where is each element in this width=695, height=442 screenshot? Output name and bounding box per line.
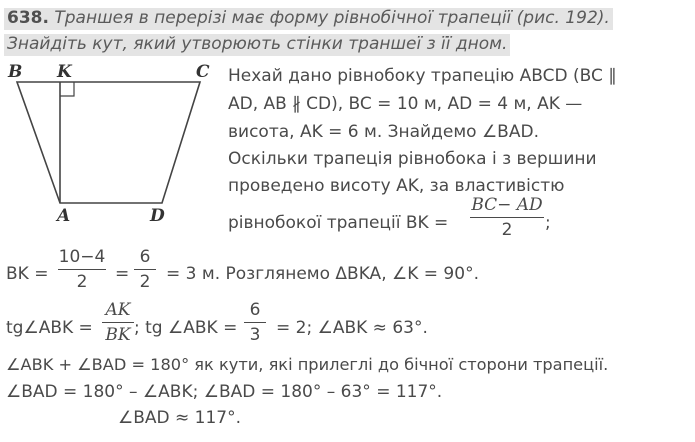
solution-line-10: ∠BAD = 180° – ∠ABK; ∠BAD = 180° – 63° = 117°.	[6, 382, 443, 402]
solution-line-11: ∠BAD ≈ 117°.	[118, 408, 242, 428]
fraction-ak-numerator: AK	[105, 300, 131, 320]
fraction-bk-formula	[470, 195, 544, 240]
fraction-bar	[244, 322, 266, 323]
problem-line-1	[4, 8, 613, 28]
fraction-bk-denominator-2: BK	[105, 325, 131, 345]
solution-line-8-mid: ; tg ∠ABK =	[134, 318, 238, 338]
solution-line-1: Нехай дано рівнобоку трапецію ABCD (BC ∥	[228, 66, 617, 86]
fraction-6-2-denominator: 2	[139, 272, 151, 292]
fraction-6-3-numerator: 6	[249, 300, 261, 320]
solution-line-5: проведено висоту AK, за властивістю	[228, 176, 565, 196]
solution-line-8-post: = 2; ∠ABK ≈ 63°.	[276, 318, 428, 338]
trapezoid-figure	[0, 60, 220, 230]
solution-line-9: ∠ABK + ∠BAD = 180° як кути, які прилеглі до бічної сторони трапеції.	[6, 355, 609, 374]
solution-line-8-pre: tg∠ABK =	[6, 318, 93, 338]
label-a: A	[57, 206, 71, 226]
solution-line-2: AD, AB ∦ CD), BC = 10 м, AD = 4 м, AK —	[228, 94, 583, 114]
label-k: K	[57, 62, 72, 82]
fraction-ak-bk	[102, 300, 134, 345]
fraction-6-3-denominator: 3	[249, 325, 261, 345]
fraction-10-4-numerator: 10−4	[58, 247, 106, 267]
solution-line-4: Оскільки трапеція рівнобока і з вершини	[228, 149, 597, 169]
problem-text-1: Траншея в перерізі має форму рівнобічної трапеції (рис. 192).	[54, 8, 610, 28]
fraction-bar	[134, 269, 156, 270]
problem-number: 638.	[7, 8, 49, 28]
problem-line-2	[4, 34, 510, 54]
fraction-bar	[470, 217, 544, 218]
solution-line-7-eq: =	[115, 264, 130, 284]
solution-line-6-text: рівнобокої трапеції BK =	[228, 213, 449, 233]
right-angle-mark	[60, 82, 74, 96]
fraction-10-4	[58, 247, 106, 292]
label-c: C	[196, 62, 210, 82]
fraction-6-2	[134, 247, 156, 292]
label-d: D	[150, 206, 165, 226]
fraction-6-2-numerator: 6	[139, 247, 151, 267]
fraction-10-4-denominator: 2	[76, 272, 88, 292]
fraction-bk-numerator: BC− AD	[471, 195, 543, 215]
fraction-6-3	[244, 300, 266, 345]
trapezoid-shape	[17, 82, 200, 203]
solution-line-6-semicolon: ;	[545, 213, 551, 233]
solution-line-7-post: = 3 м. Розглянемо ΔBKA, ∠K = 90°.	[166, 264, 479, 284]
solution-line-7-pre: BK =	[6, 264, 49, 284]
solution-line-3: висота, AK = 6 м. Знайдемо ∠BAD.	[228, 122, 539, 142]
problem-text-2: Знайдіть кут, який утворюють стінки траншеї з її дном.	[4, 34, 510, 56]
fraction-bar	[58, 269, 106, 270]
fraction-bk-denominator: 2	[501, 220, 513, 240]
label-b: B	[8, 62, 23, 82]
fraction-bar	[102, 322, 134, 323]
